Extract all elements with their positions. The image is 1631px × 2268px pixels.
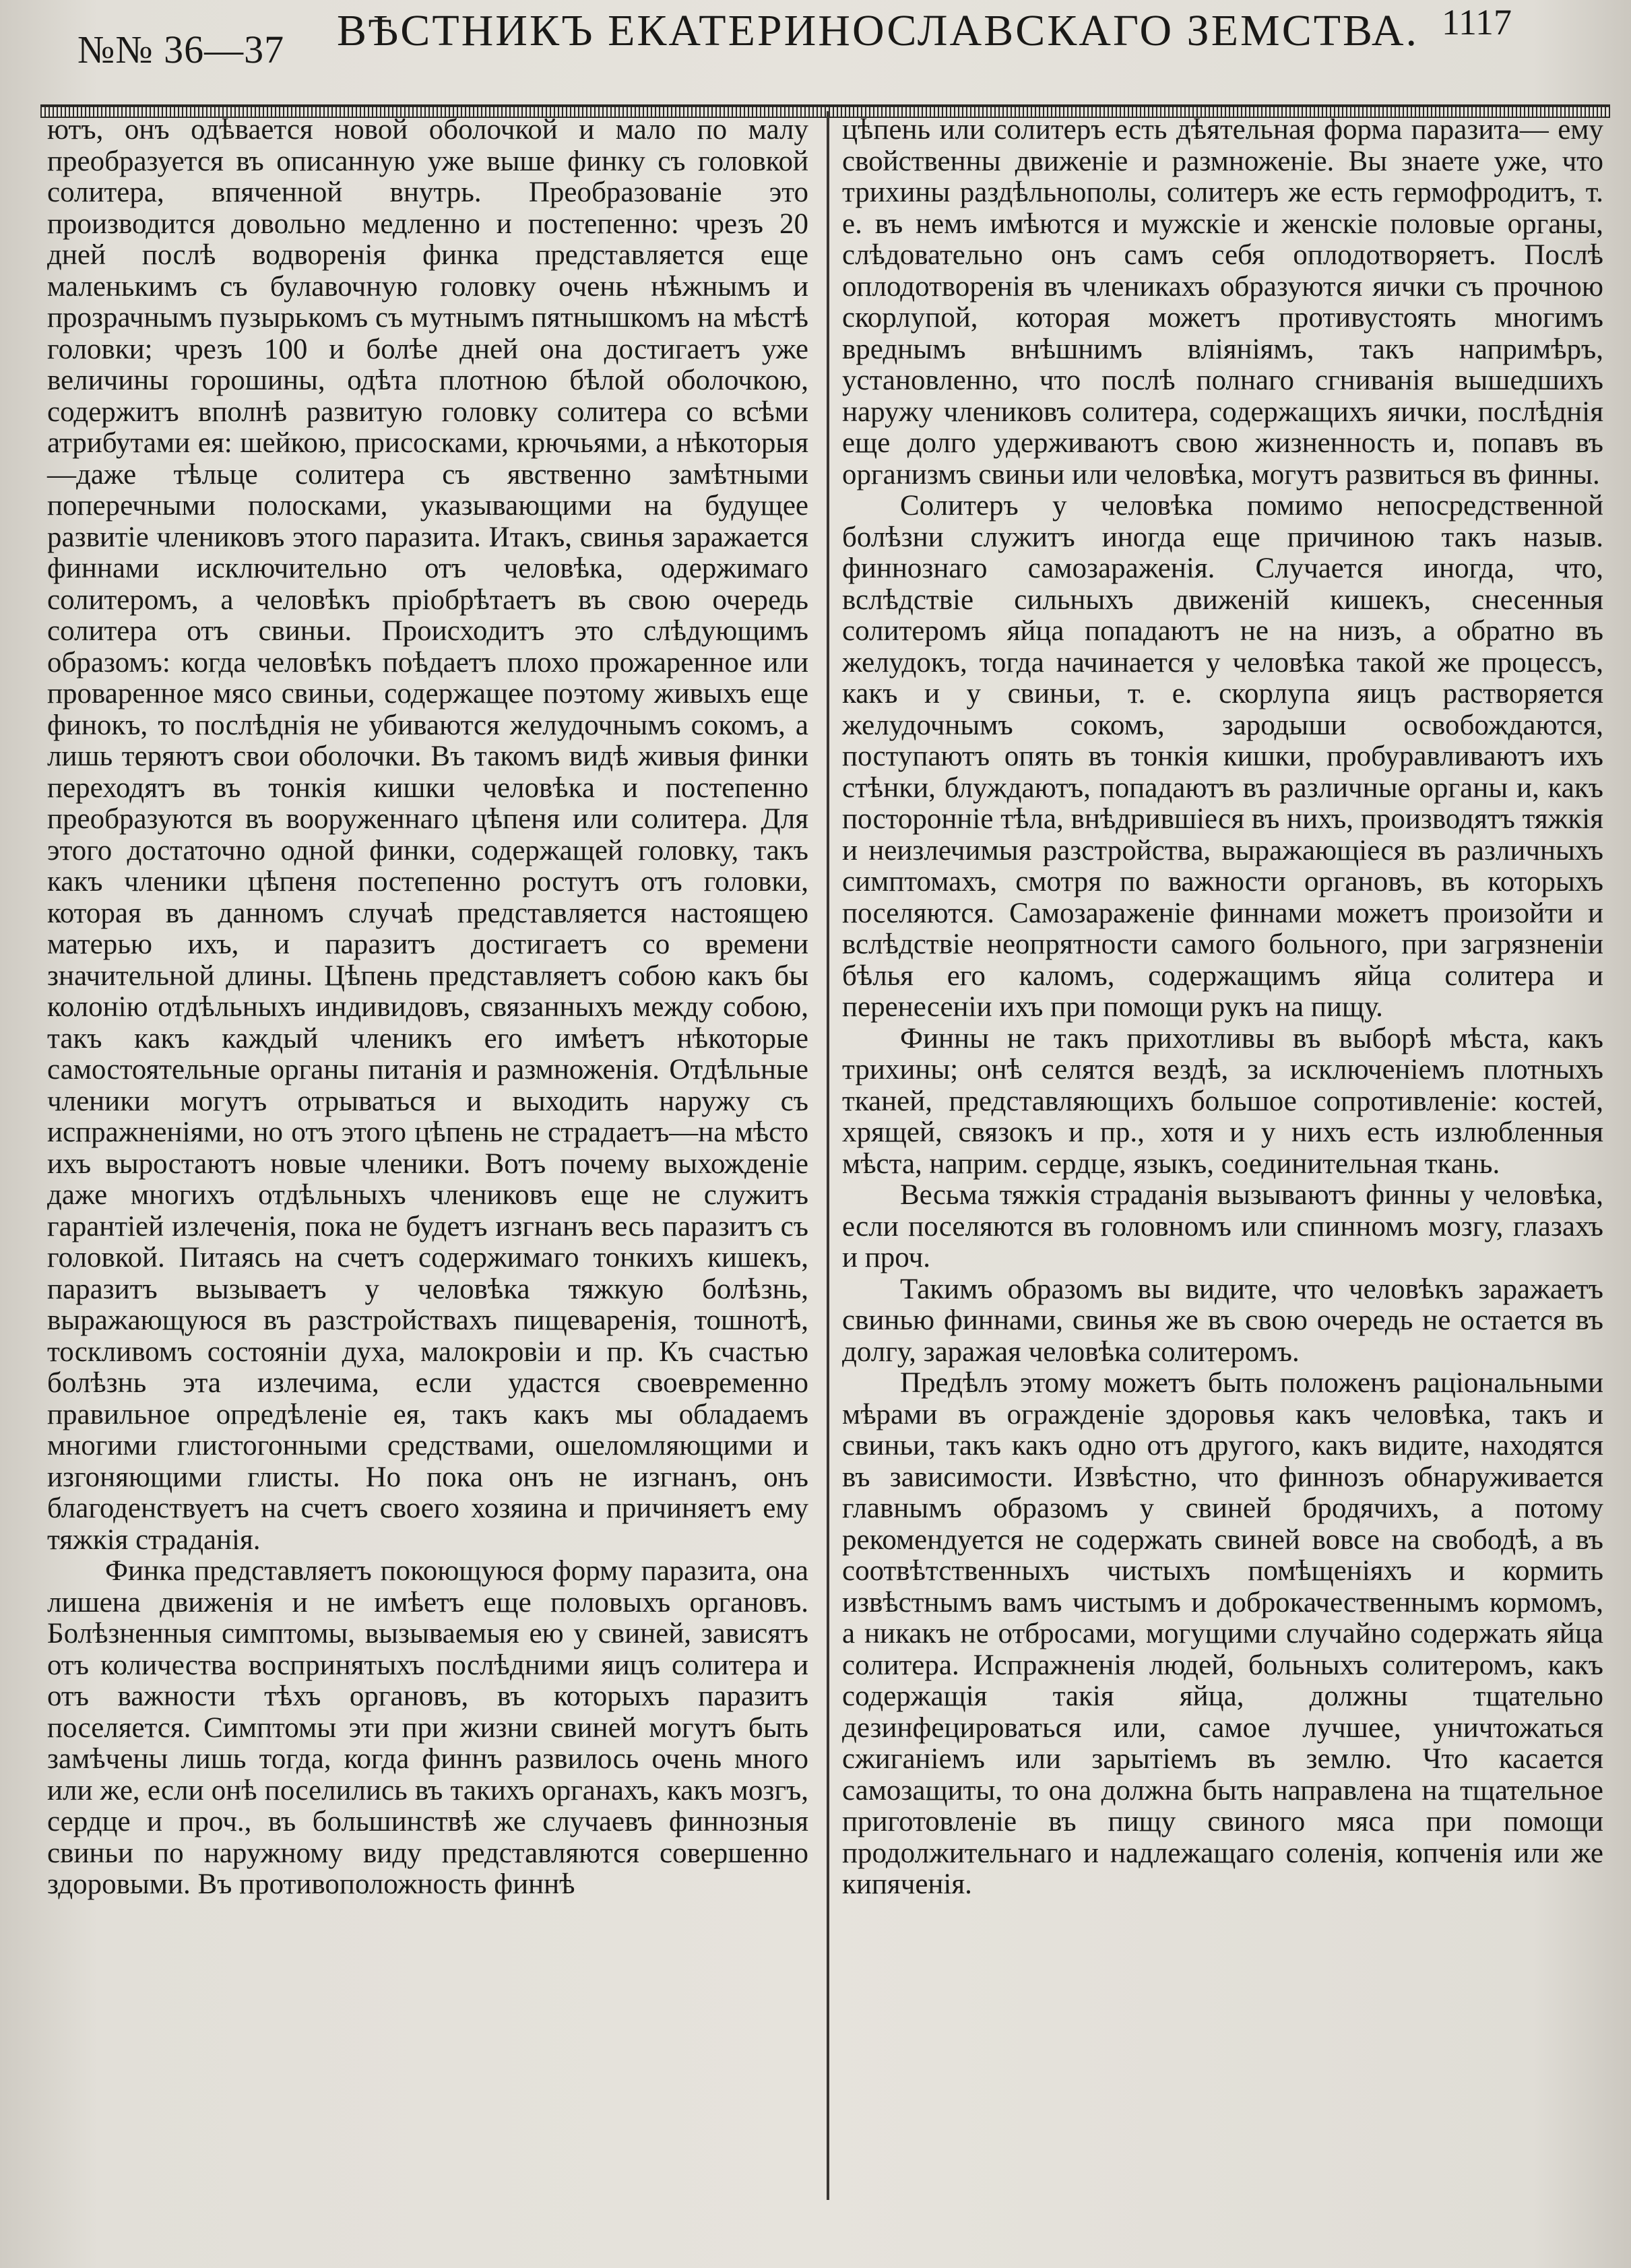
right-paragraph-3: Финны не такъ прихотливы въ выборѣ мѣста, какъ трихины; онѣ селятся вездѣ, за исключеніемъ плотныхъ тканей, представляющихъ большое сопротивленіе: костей, хрящей, связокъ и пр., хотя и у нихъ есть излюбленныя мѣста, наприм. сердце, языкъ, соединительная ткань.	[842, 1022, 1603, 1180]
right-paragraph-5: Такимъ образомъ вы видите, что человѣкъ заражаетъ свинью финнами, свинья же въ свою очередь не остается въ долгу, заражая человѣка солитеромъ.	[842, 1273, 1603, 1368]
column-divider	[827, 111, 829, 2200]
publication-title: ВѢСТНИКЪ ЕКАТЕРИНОСЛАВСКАГО ЗЕМСТВА.	[337, 6, 1419, 55]
right-paragraph-6: Предѣлъ этому можетъ быть положенъ раціональными мѣрами въ огражденіе здоровья какъ человѣка, такъ и свиньи, такъ какъ одно отъ другого, какъ видите, находятся въ зависимости. Извѣстно, что финнозъ обнаруживается главнымъ образомъ у свиней бродячихъ, а потому рекомендуется не содержать свиней вовсе на свободѣ, а въ соотвѣтственныхъ чистыхъ помѣщеніяхъ и кормить извѣстнымъ вамъ чистымъ и доброкачественнымъ кормомъ, а никакъ не отбросами, могущими случайно содержать яйца солитера. Испражненія людей, больныхъ солитеромъ, какъ содержащія такія яйца, должны тщательно дезинфецироваться или, самое лучшее, уничтожаться сжиганіемъ или зарытіемъ въ землю. Что касается самозащиты, то она должна быть направлена на тщательное приготовленіе въ пищу свиного мяса при помощи продолжительнаго и надлежащаго соленія, копченія или же кипяченія.	[842, 1367, 1603, 1900]
page-number: 1117	[1442, 2, 1512, 42]
right-column	[842, 115, 1603, 1901]
right-paragraph-1: цѣпень или солитеръ есть дѣятельная форма паразита— ему свойственны движеніе и размноженіе. Вы знаете уже, что трихины раздѣльнополы, солитеръ же есть гермофродитъ, т. е. въ немъ имѣются и мужскіе и женскіе половые органы, слѣдовательно онъ самъ себя оплодотворяетъ. Послѣ оплодотворенія въ членикахъ образуются яички съ прочною скорлупой, которая можетъ противустоять многимъ вреднымъ внѣшнимъ вліяніямъ, такъ напримѣръ, установленно, что послѣ полнаго сгниванія вышедшихъ наружу члениковъ солитера, содержащихъ яички, послѣднія еще долго удерживаютъ свою жизненность и, попавъ въ организмъ свиньи или человѣка, могутъ развиться въ финны.	[842, 114, 1603, 491]
right-paragraph-2: Солитеръ у человѣка помимо непосредственной болѣзни служитъ иногда еще причиною такъ назыв. финнознаго самозараженія. Случается иногда, что, вслѣдствіе сильныхъ движеній кишекъ, снесенныя солитеромъ яйца попадаютъ не на низъ, а обратно въ желудокъ, тогда начинается у человѣка такой же процессъ, какъ и у свиньи, т. е. скорлупа яицъ растворяется желудочнымъ сокомъ, зародыши освобождаются, поступаютъ опять въ тонкія кишки, пробуравливаютъ ихъ стѣнки, блуждаютъ, попадаютъ въ различные органы и, какъ посторонніе тѣла, внѣдрившіеся въ нихъ, производятъ тяжкія и неизлечимыя разстройства, выражающіеся въ различныхъ симптомахъ, смотря по важности органовъ, въ которыхъ поселяются. Самозараженіе финнами можетъ произойти и вслѣдствіе неопрятности самого больного, при загрязненіи бѣлья его каломъ, содержащимъ яйца солитера и перенесеніи ихъ при помощи рукъ на пищу.	[842, 490, 1603, 1023]
left-column	[47, 115, 808, 1901]
page-header	[0, 0, 1631, 101]
left-paragraph-2: Финка представляетъ покоющуюся форму паразита, она лишена движенія и не имѣетъ еще половыхъ органовъ. Болѣзненныя симптомы, вызываемыя ею у свиней, зависятъ отъ количества воспринятыхъ послѣдними яицъ солитера и отъ важности тѣхъ органовъ, въ которыхъ паразитъ поселяется. Симптомы эти при жизни свиней могутъ быть замѣчены лишь тогда, когда финнъ развилось очень много или же, если онѣ поселились въ такихъ органахъ, какъ мозгъ, сердце и проч., въ большинствѣ же случаевъ финнозныя свиньи по наружному виду представляются совершенно здоровыми. Въ противоположность финнѣ	[47, 1555, 808, 1900]
left-paragraph-1: ютъ, онъ одѣвается новой оболочкой и мало по малу преобразуется въ описанную уже выше финку съ головкой солитера, впяченной внутрь. Преобразованіе это производится довольно медленно и постепенно: чрезъ 20 дней послѣ водворенія финка представляется еще маленькимъ съ булавочную головку очень нѣжнымъ и прозрачнымъ пузырькомъ съ мутнымъ пятнышкомъ на мѣстѣ головки; чрезъ 100 и болѣе дней она достигаетъ уже величины горошины, одѣта плотною бѣлой оболочкою, содержитъ вполнѣ развитую головку солитера со всѣми атрибутами ея: шейкою, присосками, крючьями, а нѣкоторыя—даже тѣльце солитера съ явственно замѣтными поперечными полосками, указывающими на будущее развитіе члениковъ этого паразита. Итакъ, свинья заражается финнами исключительно отъ человѣка, одержимаго солитеромъ, а человѣкъ пріобрѣтаетъ въ свою очередь солитера отъ свиньи. Происходитъ это слѣдующимъ образомъ: когда человѣкъ поѣдаетъ плохо прожаренное или проваренное мясо свиньи, содержащее поэтому живыхъ еще финокъ, то послѣднія не убиваются желудочнымъ сокомъ, а лишь теряютъ свои оболочки. Въ такомъ видѣ живыя финки переходятъ въ тонкія кишки человѣка и постепенно преобразуются въ вооруженнаго цѣпеня или солитера. Для этого достаточно одной финки, содержащей головку, такъ какъ членики цѣпеня постепенно ростутъ отъ головки, которая въ данномъ случаѣ представляется настоящею матерью ихъ, и паразитъ достигаетъ со времени значительной длины. Цѣпень представляетъ собою какъ бы колонію отдѣльныхъ индивидовъ, связанныхъ между собою, такъ какъ каждый членикъ его имѣетъ нѣкоторые самостоятельные органы питанія и размноженія. Отдѣльные членики могутъ отрываться и выходить наружу съ испражненіями, но отъ этого цѣпень не страдаетъ—на мѣсто ихъ выростаютъ новые членики. Вотъ почему выхожденіе даже многихъ отдѣльныхъ члениковъ еще не служитъ гарантіей излеченія, пока не будетъ изгнанъ весь паразитъ съ головкой. Питаясь на счетъ содержимаго тонкихъ кишекъ, паразитъ вызываетъ у человѣка тяжкую болѣзнь, выражающуюся въ разстройствахъ пищеваренія, тошнотѣ, тоскливомъ состояніи духа, малокровіи и пр. Къ счастью болѣзнь эта излечима, если удастся своевременно правильное опредѣленіе ея, такъ какъ мы обладаемъ многими глистогонными средствами, ошеломляющими и изгоняющими глисты. Но пока онъ не изгнанъ, онъ благоденствуетъ на счетъ своего хозяина и причиняетъ ему тяжкія страданія.	[47, 114, 808, 1556]
right-paragraph-4: Весьма тяжкія страданія вызываютъ финны у человѣка, если поселяются въ головномъ или спинномъ мозгу, глазахъ и проч.	[842, 1179, 1603, 1273]
issue-number: №№ 36—37	[77, 28, 285, 71]
